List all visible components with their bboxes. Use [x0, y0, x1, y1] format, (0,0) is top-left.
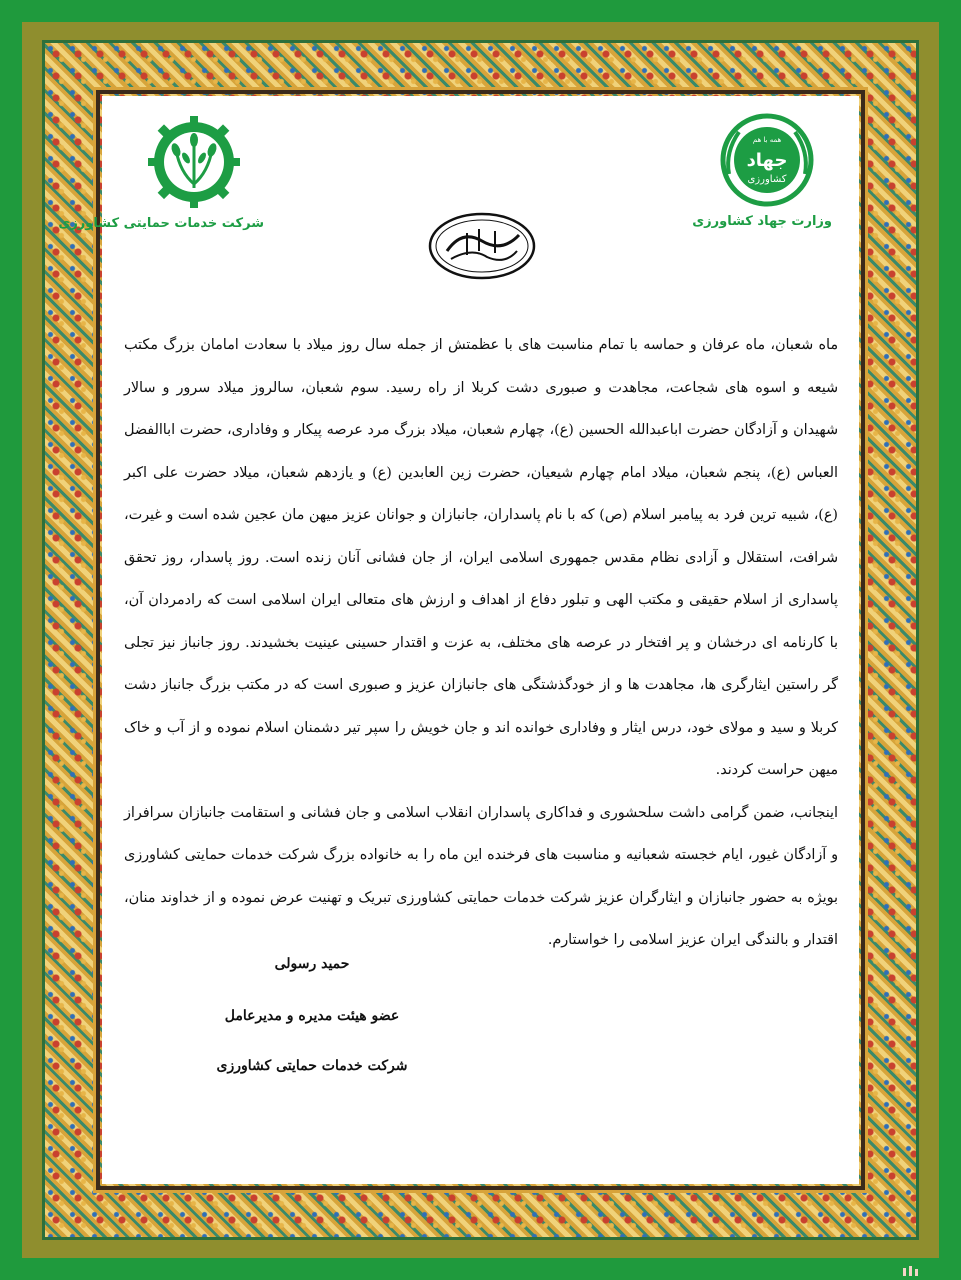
logo-top-text: همه با هم: [752, 136, 782, 144]
letter-body: [124, 324, 838, 962]
letter-paper: [58, 96, 859, 1184]
bismillah-seal: [427, 211, 537, 281]
signer-name: حمید رسولی: [274, 956, 350, 972]
logo-main-text: جهاد: [746, 150, 788, 171]
bismillah-calligraphy-seal-icon: [427, 211, 537, 281]
logo-sub-text: کشاورزی: [747, 174, 787, 185]
signer-title: عضو هیئت مدیره و مدیرعامل: [224, 1008, 400, 1024]
signature-block: [192, 956, 432, 1074]
signer-company: شرکت خدمات حمایتی کشاورزی: [216, 1058, 408, 1074]
company-caption: شرکت خدمات حمایتی کشاورزی: [58, 216, 264, 231]
ministry-logo: [692, 112, 832, 229]
body-paragraph-1: ماه شعبان، ماه عرفان و حماسه با تمام مناسبت های با عظمتش از جمله سال روز میلاد با سعادت امامان بزرگ مکتب شیعه و اسوه های شجاعت، مجاهدت و صبوری دشت کربلا از راه رسید. سوم شعبان، سالروز میلاد سرور و سالار شهیدان و آزادگان حضرت اباعبدالله الحسین (ع)، چهارم شعبان، میلاد بزرگ مرد عرصه پیکار و وفاداری، حضرت اباالفضل العباس (ع)، پنجم شعبان، میلاد امام چهارم شیعیان، حضرت زین العابدین (ع) و یازدهم شعبان، میلاد حضرت علی اکبر (ع)، شبیه ترین فرد به پیامبر اسلام (ص) که با نام پاسداران، جانبازان و جوانان عزیز میهن مان عجین شده است و غیرت، شرافت، استقلال و آزادی نظام مقدس جمهوری اسلامی ایران، از جان فشانی آنان زنده است. روز پاسدار، روز تحقق پاسداری از اسلام حقیقی و مکتب الهی و تبلور دفاع از اهداف و ارزش های متعالی ایران اسلامی است که رادمردان آن، با کارنامه ای درخشان و پر افتخار در عرصه های مختلف، به عزت و اقتدار حسینی عینیت بخشیدند. روز جانباز نیز تجلی گر راستین ایثارگری ها، مجاهدت ها و از خودگذشتگی های جانبازان عزیز و صبوری است که در مکتب بزرگ جانباز دشت کربلا و سید و مولای خود، درس ایثار و وفاداری خوانده اند و جان خویش را سپر تیر دشمنان اسلام نموده و از آب و خاک میهن حراست کردند.: [124, 337, 838, 778]
ministry-caption: وزارت جهاد کشاورزی: [692, 214, 832, 229]
company-logo: [58, 114, 264, 231]
jihad-wheat-wreath-logo-icon: [719, 112, 815, 208]
wheat-gear-logo-icon: [146, 114, 242, 210]
body-paragraph-2: اینجانب، ضمن گرامی داشت سلحشوری و فداکاری پاسداران انقلاب اسلامی و جان فشانی و استقامت جانبازان سرافراز و آزادگان غیور، ایام خجسته شعبانیه و مناسبت های فرخنده این ماه را به خانواده بزرگ شرکت خدمات حمایتی کشاورزی بویژه به حضور جانبازان و ایثارگران عزیز شرکت خدمات حمایتی کشاورزی تبریک و تهنیت عرض نموده و از خداوند منان، اقتدار و بالندگی ایران عزیز اسلامی را خواستارم.: [124, 804, 838, 948]
corner-scan-mark-icon: [901, 1264, 927, 1276]
